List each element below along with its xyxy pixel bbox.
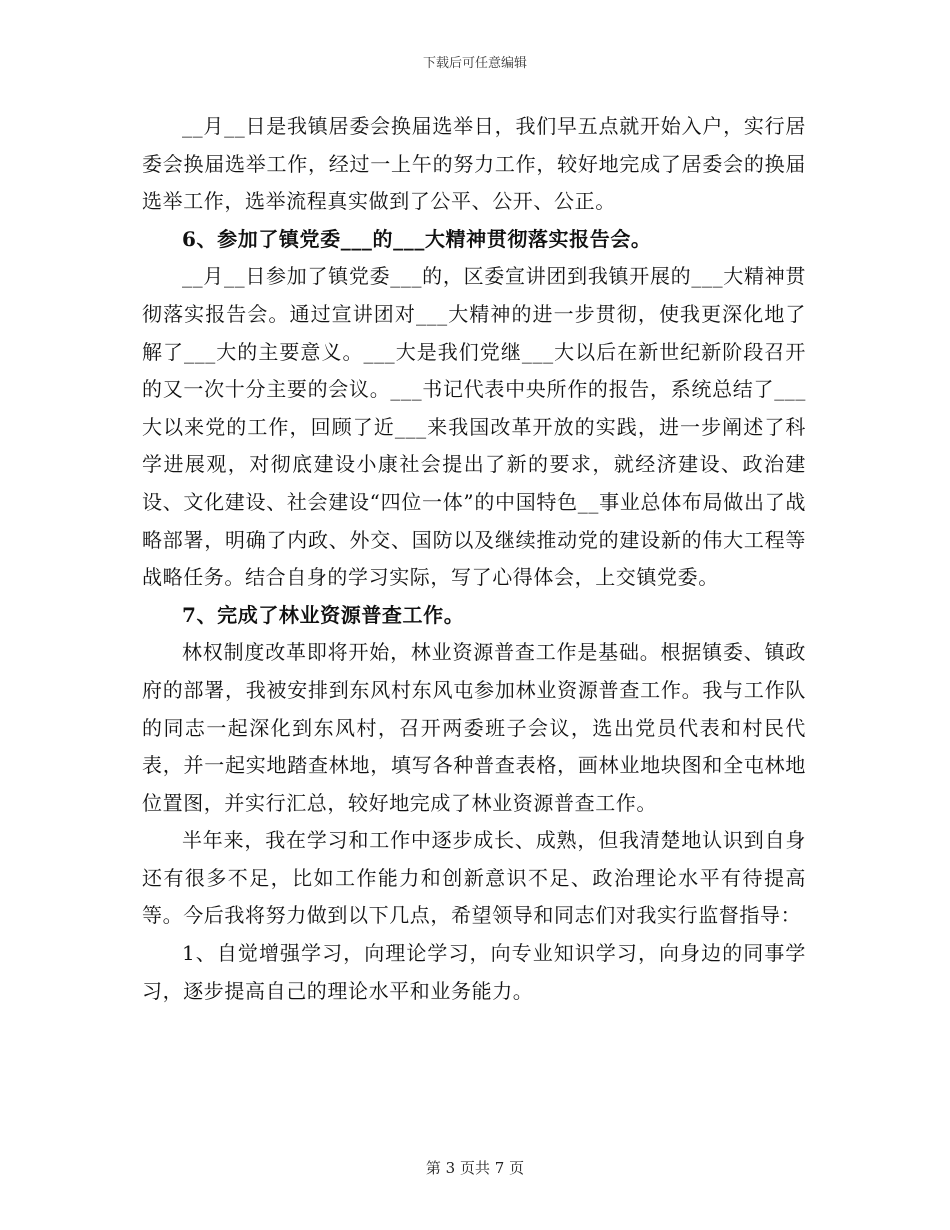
paragraph-plan-item-1: 1、自觉增强学习，向理论学习，向专业知识学习，向身边的同事学习，逐步提高自己的理论水平和业务能力。 — [142, 941, 806, 1003]
paragraph-self-review: 半年来，我在学习和工作中逐步成长、成熟，但我清楚地认识到自身还有很多不足，比如工作能力和创新意识不足、政治理论水平有待提高等。今后我将努力做到以下几点，希望领导和同志们对我实行监督指导： — [142, 828, 806, 928]
paragraph-forest-survey: 林权制度改革即将开始，林业资源普查工作是基础。根据镇委、镇政府的部署，我被安排到东风村东风屯参加林业资源普查工作。我与工作队的同志一起深化到东风村，召开两委班子会议，选出党员代表和村民代表，并一起实地踏查林地，填写各种普查表格，画林业地块图和全屯林地位置图，并实行汇总，较好地完成了林业资源普查工作。 — [142, 640, 806, 815]
document-body — [142, 108, 806, 1010]
paragraph-report-meeting: __月__日参加了镇党委___的，区委宣讲团到我镇开展的___大精神贯彻落实报告会。通过宣讲团对___大精神的进一步贯彻，使我更深化地了解了___大的主要意义。___大是我们党继___大以后在新世纪新阶段召开的又一次十分主要的会议。___书记代表中央所作的报告，系统总结了___大以来党的工作，回顾了近___来我国改革开放的实践，进一步阐述了科学进展观，对彻底建设小康社会提出了新的要求，就经济建设、政治建设、文化建设、社会建设“四位一体”的中国特色__事业总体布局做出了战略部署，明确了内政、外交、国防以及继续推动党的建设新的伟大工程等战略任务。结合自身的学习实际，写了心得体会，上交镇党委。 — [142, 264, 806, 590]
page-number: 第 3 页共 7 页 — [425, 1159, 525, 1177]
section-heading-7: 7、完成了林业资源普查工作。 — [182, 602, 465, 627]
section-heading-6: 6、参加了镇党委___的___大精神贯彻落实报告会。 — [182, 226, 652, 251]
paragraph-election: __月__日是我镇居委会换届选举日，我们早五点就开始入户，实行居委会换届选举工作，经过一上午的努力工作，较好地完成了居委会的换届选举工作，选举流程真实做到了公平、公开、公正。 — [142, 114, 806, 214]
page-header-note: 下载后可任意编辑 — [422, 56, 527, 71]
